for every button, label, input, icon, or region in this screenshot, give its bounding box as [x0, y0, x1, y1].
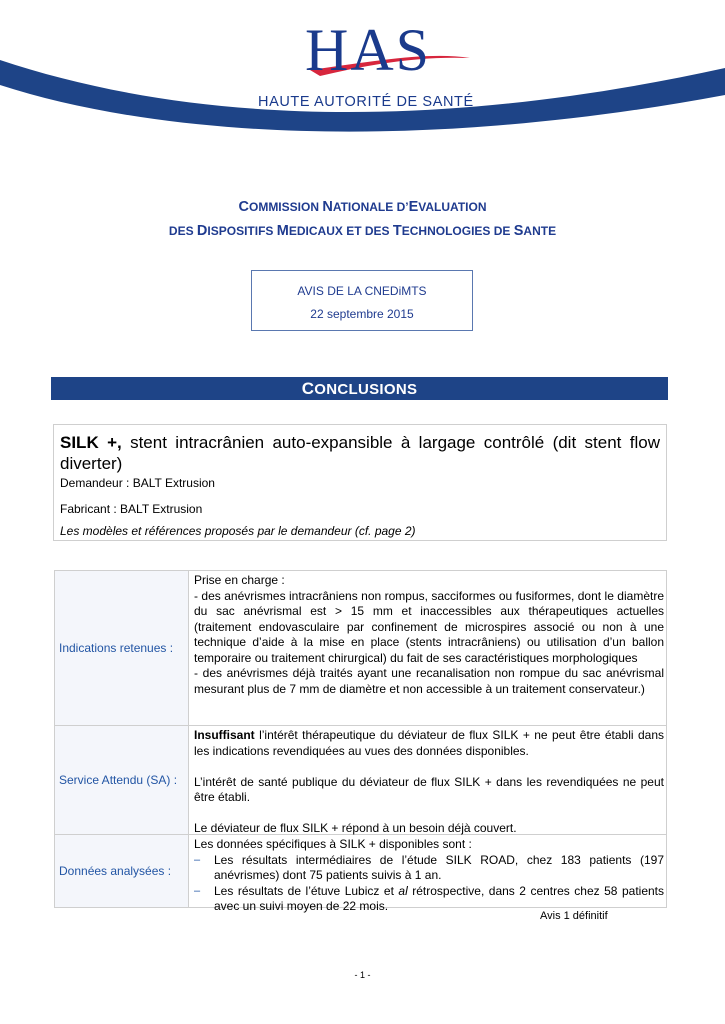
indications-item-1: - des anévrismes intracrâniens non rompus, sacciformes ou fusiformes, dont le diamètre du sac anévrismal est > 15 mm et inaccessibles aux thérapeutiques actuelles (traitement endovasculaire par confinement de microspires associé ou non à une technique d’aide à la mise en place (stents intracrâniens) ou utilisation d’un ballon temporaire ou traitement chirurgical) du fait de ses caractéristiques morphologiques [194, 588, 664, 665]
avis-date: 22 septembre 2015 [310, 307, 414, 321]
avis-box [251, 270, 473, 331]
table-row-donnees [55, 835, 666, 913]
donnees-label: Données analysées : [55, 835, 189, 907]
donnees-content [194, 837, 664, 915]
indications-item-2: - des anévrismes déjà traités ayant une recanalisation non rompue du sac anévrismal mesurant plus de 7 mm de diamètre et non accessible à un traitement conservateur.) [194, 666, 664, 696]
dash-bullet-icon: – [194, 884, 201, 897]
donnees-intro: Les données spécifiques à SILK + disponibles sont : [194, 837, 472, 851]
service-label: Service Attendu (SA) : [55, 726, 189, 834]
donnees-item-2: – Les résultats de l’étuve Lubicz et al rétrospective, dans 2 centres chez 58 patients avec un suivi moyen de 22 mois. [194, 883, 665, 913]
models-note: Les modèles et références proposés par le demandeur (cf. page 2) [60, 524, 416, 538]
demandeur-line: Demandeur : BALT Extrusion [60, 476, 215, 490]
service-verdict: Insuffisant [194, 728, 255, 742]
page-number: - 1 - [354, 970, 371, 980]
service-content [194, 728, 664, 837]
indications-intro: Prise en charge : [194, 573, 285, 587]
fabricant-line: Fabricant : BALT Extrusion [60, 502, 203, 516]
donnees-item-1: – Les résultats intermédiaires de l’étude SILK ROAD, chez 183 patients (197 anévrismes) dont 75 patients suivis à 1 an. [194, 852, 664, 882]
dash-bullet-icon: – [194, 853, 201, 866]
product-title [60, 432, 660, 474]
product-description: stent intracrânien auto-expansible à largage contrôlé (dit stent flow diverter) [60, 433, 660, 473]
indications-label: Indications retenues : [55, 571, 189, 725]
commission-title-line1: COMMISSION NATIONALE D’EVALUATION [238, 199, 487, 215]
header-logo-area [0, 0, 725, 150]
commission-title [0, 195, 725, 243]
product-box [53, 424, 667, 541]
conclusions-table [54, 570, 667, 913]
table-row-indications [55, 571, 666, 726]
indications-content [194, 573, 664, 697]
logo-subtitle: HAUTE AUTORITÉ DE SANTÉ [258, 94, 474, 110]
avis-status: Avis 1 définitif [540, 910, 608, 922]
logo-has-letters: HAS [305, 17, 432, 83]
table-row-service-attendu [55, 726, 666, 835]
service-text-2: L’intérêt de santé publique du déviateur de flux SILK + dans les revendiquées ne peut être établi. [194, 774, 664, 804]
service-text-3: Le déviateur de flux SILK + répond à un besoin déjà couvert. [194, 821, 517, 835]
service-text-1: Insuffisant l’intérêt thérapeutique du déviateur de flux SILK + ne peut être établi dans les indications revendiquées au vues des données disponibles. [194, 728, 664, 758]
product-name: SILK +, [60, 433, 122, 452]
avis-title: AVIS DE LA CNEDiMTS [297, 284, 427, 298]
commission-title-line2: DES DISPOSITIFS MEDICAUX ET DES TECHNOLOGIES DE SANTE [168, 223, 557, 239]
conclusions-banner: CONCLUSIONS [51, 377, 668, 400]
